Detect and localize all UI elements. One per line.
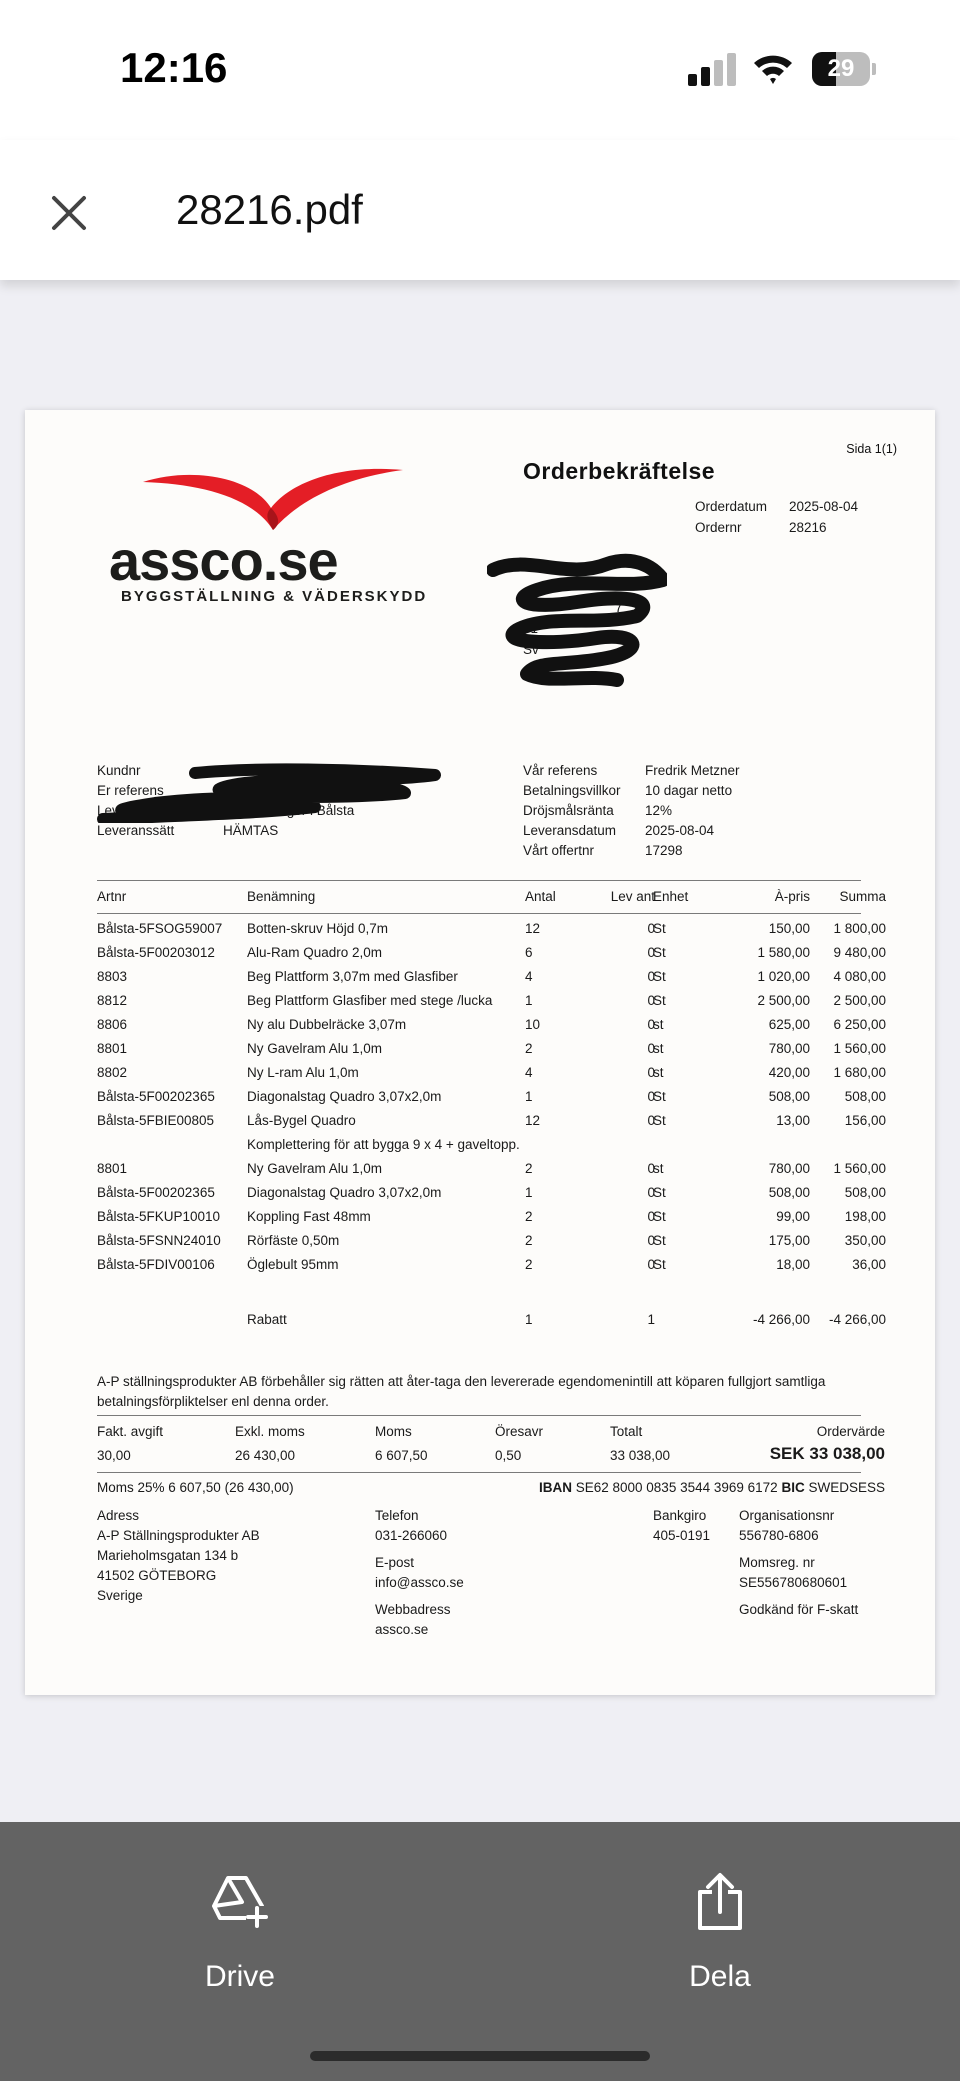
info-label: Leveransvillkor [97, 803, 188, 818]
table-cell: St [653, 1185, 666, 1200]
battery-level: 29 [827, 55, 855, 82]
bank-details: IBAN SE62 8000 0835 3544 3969 6172 BIC SWEDSESS [538, 1480, 885, 1495]
footer-web-label: Webbadress [375, 1602, 451, 1617]
document-heading: Orderbekräftelse [523, 458, 716, 484]
table-cell: 0 [647, 1065, 655, 1080]
logo-tagline: BYGGSTÄLLNING & VÄDERSKYDD [121, 588, 428, 605]
recipient-fragment: 81 [523, 621, 539, 636]
table-cell: st [653, 1161, 664, 1176]
table-cell: 0 [647, 1161, 655, 1176]
table-cell: 1 [647, 1312, 655, 1327]
info-value: Fritt vårt lager i Bålsta [223, 803, 355, 818]
table-cell: Alu-Ram Quadro 2,0m [247, 945, 383, 960]
table-cell: 508,00 [844, 1185, 886, 1200]
info-label: Betalningsvillkor [523, 783, 621, 798]
info-label: Leveranssätt [97, 823, 175, 838]
table-cell: Diagonalstag Quadro 3,07x2,0m [247, 1185, 442, 1200]
table-cell: Bålsta-5FSOG59007 [97, 921, 223, 936]
info-value: 10 dagar netto [645, 783, 733, 798]
table-cell: Öglebult 95mm [247, 1257, 339, 1272]
footer-fskatt: Godkänd för F-skatt [739, 1602, 859, 1617]
info-label: Dröjsmålsränta [523, 803, 614, 818]
table-cell: 1 580,00 [757, 945, 810, 960]
table-cell: 1 [525, 1312, 533, 1327]
ownership-note: A-P ställningsprodukter AB förbehåller sig rätten att åter-taga den levererade egendomenintill att köparen fullgjort samtliga betalningsförpliktelser enl denna order. [97, 1374, 826, 1409]
table-cell: Bålsta-5F00202365 [97, 1089, 215, 1104]
footer-address-line: Sverige [97, 1588, 143, 1603]
table-cell: 4 [525, 969, 533, 984]
table-row [25, 1233, 935, 1253]
info-label: Kundnr [97, 763, 141, 778]
table-cell: Ny L-ram Alu 1,0m [247, 1065, 359, 1080]
totals-value: 0,50 [495, 1448, 522, 1463]
table-row [25, 945, 935, 965]
table-cell: 1 800,00 [833, 921, 886, 936]
table-cell: 0 [647, 1017, 655, 1032]
table-cell: 4 080,00 [833, 969, 886, 984]
table-cell: 8801 [97, 1041, 128, 1056]
table-cell: 36,00 [852, 1257, 886, 1272]
info-value: 10169 [223, 763, 261, 778]
table-cell: 2 [525, 1161, 533, 1176]
table-cell: Lev ant [610, 889, 655, 904]
table-cell: Enhet [653, 889, 689, 904]
table-cell: 2 500,00 [833, 993, 886, 1008]
table-cell: St [653, 1089, 666, 1104]
pdf-page [25, 410, 935, 1695]
table-cell: St [653, 921, 666, 936]
table-cell: 0 [647, 945, 655, 960]
table-cell: Bålsta-5FDIV00106 [97, 1257, 215, 1272]
table-cell: 2 [525, 1257, 533, 1272]
table-cell: 420,00 [768, 1065, 810, 1080]
table-cell: Rabatt [247, 1312, 287, 1327]
table-cell: 0 [647, 993, 655, 1008]
table-cell: 780,00 [768, 1041, 810, 1056]
table-cell: Komplettering för att bygga 9 x 4 + gaveltopp. [247, 1137, 520, 1152]
table-cell: Artnr [97, 889, 127, 904]
table-cell: Beg Plattform Glasfiber med stege /lucka [247, 993, 493, 1008]
status-bar [0, 0, 960, 140]
share-label: Dela [689, 1960, 751, 1993]
table-cell: Bålsta-5F00202365 [97, 1185, 215, 1200]
info-value: 12% [645, 803, 673, 818]
table-cell: St [653, 1233, 666, 1248]
table-cell: 8812 [97, 993, 128, 1008]
table-cell: Beg Plattform 3,07m med Glasfiber [247, 969, 458, 984]
drive-add-icon [212, 1872, 268, 1928]
table-cell: 175,00 [768, 1233, 810, 1248]
table-cell: 8801 [97, 1161, 128, 1176]
redaction-scribble [95, 763, 445, 823]
table-cell: 8803 [97, 969, 128, 984]
footer-address-label: Adress [97, 1508, 140, 1523]
table-row [25, 1209, 935, 1229]
info-value: 2025-08-04 [645, 823, 715, 838]
table-cell: 156,00 [844, 1113, 886, 1128]
recipient-fragment: 7 [615, 600, 623, 615]
table-cell: -4 266,00 [828, 1312, 886, 1327]
order-date: 2025-08-04 [789, 499, 859, 514]
order-date-label: Orderdatum [695, 499, 768, 514]
table-row [25, 1185, 935, 1205]
table-cell: 0 [647, 1233, 655, 1248]
table-cell: 8802 [97, 1065, 128, 1080]
table-cell: St [653, 969, 666, 984]
footer-bankgiro: 405-0191 [653, 1528, 711, 1543]
table-cell: 508,00 [844, 1089, 886, 1104]
table-cell: Benämning [247, 889, 316, 904]
table-cell: -4 266,00 [752, 1312, 810, 1327]
order-number: 28216 [789, 520, 827, 535]
table-row [25, 1113, 935, 1133]
info-label: Vårt offertnr [523, 843, 595, 858]
totals-value: 33 038,00 [610, 1448, 671, 1463]
info-value: Fredrik Metzner [645, 763, 740, 778]
table-cell: 4 [525, 1065, 533, 1080]
table-cell: Antal [525, 889, 556, 904]
footer-bankgiro-label: Bankgiro [653, 1508, 707, 1523]
table-cell: 350,00 [844, 1233, 886, 1248]
table-row [25, 1089, 935, 1109]
table-cell: Ny Gavelram Alu 1,0m [247, 1041, 383, 1056]
table-cell: À-pris [774, 889, 810, 904]
table-cell: 1 [525, 993, 533, 1008]
table-cell: 1 [525, 1089, 533, 1104]
share-button[interactable] [620, 1872, 820, 2002]
table-cell: 0 [647, 1041, 655, 1056]
table-cell: 508,00 [768, 1089, 810, 1104]
table-cell: Botten-skruv Höjd 0,7m [247, 921, 389, 936]
table-header-row [25, 889, 935, 909]
info-label: Leveransdatum [523, 823, 617, 838]
table-cell: 9 480,00 [833, 945, 886, 960]
table-cell: 6 [525, 945, 533, 960]
recipient-fragment: Sv [523, 642, 539, 657]
table-cell: St [653, 1113, 666, 1128]
table-cell: 625,00 [768, 1017, 810, 1032]
order-number-label: Ordernr [695, 520, 742, 535]
table-cell: 2 [525, 1041, 533, 1056]
totals-value: 26 430,00 [235, 1448, 296, 1463]
table-cell: Lås-Bygel Quadro [247, 1113, 356, 1128]
footer-address-line: Marieholmsgatan 134 b [97, 1548, 239, 1563]
table-cell: St [653, 1257, 666, 1272]
footer-vatreg: SE556780680601 [739, 1575, 848, 1590]
table-cell: Koppling Fast 48mm [247, 1209, 371, 1224]
table-row [25, 1137, 935, 1157]
redaction-scribble [487, 550, 667, 690]
table-cell: 1 [525, 1185, 533, 1200]
table-cell: Diagonalstag Quadro 3,07x2,0m [247, 1089, 442, 1104]
table-cell: Rörfäste 0,50m [247, 1233, 340, 1248]
table-row [25, 1161, 935, 1181]
table-cell: 198,00 [844, 1209, 886, 1224]
table-cell: Ny Gavelram Alu 1,0m [247, 1161, 383, 1176]
battery-icon [812, 52, 876, 86]
table-cell: 2 [525, 1233, 533, 1248]
info-label: Er referens [97, 783, 164, 798]
bottom-action-bar [0, 1822, 960, 2081]
table-row [25, 1065, 935, 1085]
footer-vatreg-label: Momsreg. nr [739, 1555, 815, 1570]
table-cell: 0 [647, 1257, 655, 1272]
table-cell: 2 500,00 [757, 993, 810, 1008]
share-icon [696, 1872, 744, 1930]
discount-row [25, 1312, 935, 1332]
totals-value: 30,00 [97, 1448, 131, 1463]
drive-label: Drive [204, 1960, 275, 1993]
table-row [25, 1017, 935, 1037]
status-time: 12:16 [120, 44, 228, 91]
drive-button[interactable] [140, 1872, 340, 2002]
totals-label: Exkl. moms [235, 1424, 305, 1439]
table-cell: 18,00 [776, 1257, 810, 1272]
table-cell: St [653, 945, 666, 960]
totals-label: Totalt [610, 1424, 643, 1439]
table-cell: Bålsta-5FKUP10010 [97, 1209, 221, 1224]
table-cell: 0 [647, 969, 655, 984]
footer-org-label: Organisationsnr [739, 1508, 835, 1523]
table-cell: 99,00 [776, 1209, 810, 1224]
footer-org: 556780-6806 [739, 1528, 819, 1543]
table-cell: 1 680,00 [833, 1065, 886, 1080]
table-cell: 0 [647, 921, 655, 936]
table-cell: 10 [525, 1017, 541, 1032]
table-row [25, 1257, 935, 1277]
table-row [25, 921, 935, 941]
table-cell: 6 250,00 [833, 1017, 886, 1032]
vat-note: Moms 25% 6 607,50 (26 430,00) [97, 1480, 294, 1495]
close-icon[interactable] [44, 188, 94, 238]
table-cell: 12 [525, 921, 541, 936]
totals-label: Ordervärde [816, 1424, 885, 1439]
cellular-signal-icon [688, 52, 740, 86]
table-cell: St [653, 993, 666, 1008]
info-label: Vår referens [523, 763, 598, 778]
footer-address-line: A-P Ställningsprodukter AB [97, 1528, 260, 1543]
table-cell: Ny alu Dubbelräcke 3,07m [247, 1017, 407, 1032]
table-row [25, 1041, 935, 1061]
table-cell: 8806 [97, 1017, 128, 1032]
footer-email-label: E-post [375, 1555, 415, 1570]
page-indicator: Sida 1(1) [846, 442, 897, 456]
home-indicator [310, 2051, 650, 2061]
table-cell: Bålsta-5FSNN24010 [97, 1233, 221, 1248]
table-cell: 1 560,00 [833, 1041, 886, 1056]
table-cell: st [653, 1041, 664, 1056]
table-cell: 0 [647, 1185, 655, 1200]
document-title: 28216.pdf [176, 186, 363, 233]
table-cell: 2 [525, 1209, 533, 1224]
table-cell: Bålsta-5FBIE00805 [97, 1113, 215, 1128]
footer-phone-label: Telefon [375, 1508, 419, 1523]
table-cell: 0 [647, 1113, 655, 1128]
totals-label: Fakt. avgift [97, 1424, 164, 1439]
viewer-header [0, 140, 960, 280]
table-cell: 0 [647, 1089, 655, 1104]
totals-value: 6 607,50 [375, 1448, 428, 1463]
totals-label: Moms [375, 1424, 412, 1439]
info-value: 17298 [645, 843, 683, 858]
table-cell: 1 020,00 [757, 969, 810, 984]
table-cell: st [653, 1065, 664, 1080]
table-row [25, 993, 935, 1013]
table-cell: 12 [525, 1113, 541, 1128]
table-cell: Summa [839, 889, 886, 904]
footer-email: info@assco.se [375, 1575, 464, 1590]
table-cell: 150,00 [768, 921, 810, 936]
table-cell: Bålsta-5F00203012 [97, 945, 215, 960]
wifi-icon [752, 50, 794, 88]
logo-wordmark: assco.se [109, 529, 338, 592]
table-cell: 1 560,00 [833, 1161, 886, 1176]
table-cell: 508,00 [768, 1185, 810, 1200]
order-value: SEK 33 038,00 [769, 1444, 885, 1463]
info-value: HÄMTAS [223, 823, 279, 838]
table-cell: 0 [647, 1209, 655, 1224]
table-row [25, 969, 935, 989]
footer-web: assco.se [375, 1622, 429, 1637]
footer-address-line: 41502 GÖTEBORG [97, 1568, 217, 1583]
totals-label: Öresavr [495, 1424, 544, 1439]
table-cell: st [653, 1017, 664, 1032]
table-cell: 780,00 [768, 1161, 810, 1176]
table-cell: 13,00 [776, 1113, 810, 1128]
table-cell: St [653, 1209, 666, 1224]
footer-phone: 031-266060 [375, 1528, 448, 1543]
